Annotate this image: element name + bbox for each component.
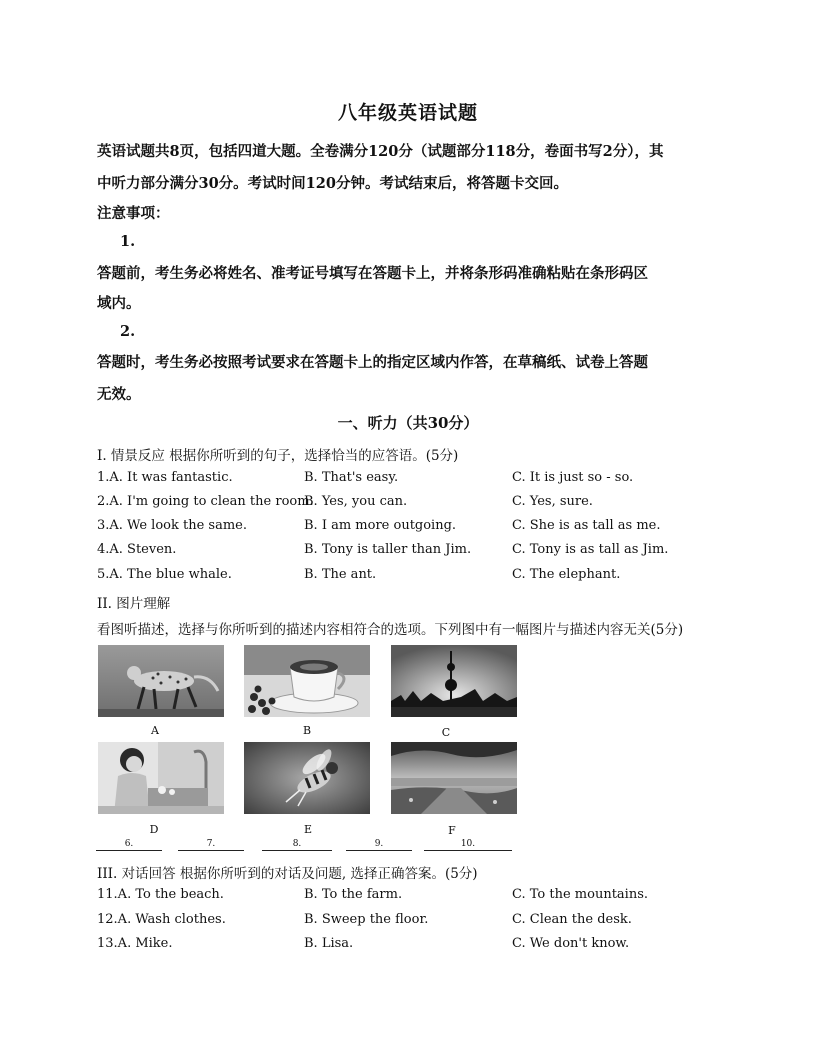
option-a: 4.A. Steven. [97,542,177,557]
option-a: 12.A. Wash clothes. [97,912,226,927]
question-row [97,494,737,514]
note-1-number: 1. [120,233,136,250]
section-title-listening: 一、听力（共30分） [337,414,479,432]
part1-instruction: I. 情景反应 根据你所听到的句子，选择恰当的应答语。(5分) [97,448,459,464]
part2-instruction: 看图听描述，选择与你所听到的描述内容相符合的选项。下列图中有一幅图片与描述内容无关(5分) [97,622,684,638]
note-1-line-1: 答题前，考生务必将姓名、准考证号填写在答题卡上，并将条形码准确粘贴在条形码区 [97,265,648,282]
option-a: 13.A. Mike. [97,936,173,951]
option-b: B. Yes, you can. [304,494,408,509]
option-b: B. Lisa. [304,936,354,951]
beach-photo [391,742,517,814]
answer-blank-7[interactable]: 7. [178,838,244,851]
option-c: C. We don't know. [512,936,630,951]
option-c: C. Clean the desk. [512,912,632,927]
note-1-line-2: 域内。 [97,295,141,312]
option-c: C. Yes, sure. [512,494,593,509]
option-c: C. The elephant. [512,567,621,582]
option-c: C. She is as tall as me. [512,518,661,533]
question-row [97,887,737,907]
cheetah-photo [98,645,224,717]
note-2-number: 2. [120,323,136,340]
girl-washing-photo [98,742,224,814]
intro-line-2: 中听力部分满分30分。考试时间120分钟。考试结束后，将答题卡交回。 [97,175,568,192]
bee-photo [244,742,370,814]
option-a: 3.A. We look the same. [97,518,248,533]
question-row [97,542,737,562]
option-c: C. It is just so - so. [512,470,634,485]
city-tower-photo [391,645,517,717]
page-title: 八年级英语试题 [337,102,478,124]
option-b: B. The ant. [304,567,377,582]
option-c: C. To the mountains. [512,887,648,902]
option-b: B. Sweep the floor. [304,912,429,927]
answer-blank-9[interactable]: 9. [346,838,412,851]
question-row [97,912,737,932]
option-b: B. That's easy. [304,470,399,485]
answer-blank-8[interactable]: 8. [262,838,332,851]
question-row [97,567,737,587]
option-a: 11.A. To the beach. [97,887,224,902]
option-b: B. I am more outgoing. [304,518,457,533]
photo-label-d: D [149,823,159,836]
part2-heading: II. 图片理解 [97,596,171,612]
question-row [97,936,737,956]
photo-label-c: C [441,726,451,739]
part3-instruction: III. 对话回答 根据你所听到的对话及问题, 选择正确答案。(5分) [97,866,478,882]
option-b: B. To the farm. [304,887,403,902]
notes-title: 注意事项： [97,205,170,222]
option-a: 2.A. I'm going to clean the room. [97,494,314,509]
answer-blank-6[interactable]: 6. [96,838,162,851]
note-2-line-1: 答题时，考生务必按照考试要求在答题卡上的指定区域内作答，在草稿纸、试卷上答题 [97,354,648,371]
option-b: B. Tony is taller than Jim. [304,542,472,557]
option-a: 1.A. It was fantastic. [97,470,233,485]
question-row [97,470,737,490]
answer-blank-10[interactable]: 10. [424,838,512,851]
question-row [97,518,737,538]
intro-line-1: 英语试题共8页，包括四道大题。全卷满分120分（试题部分118分，卷面书写2分），其 [97,143,664,160]
photo-label-b: B [302,724,312,737]
coffee-cup-photo [244,645,370,717]
option-a: 5.A. The blue whale. [97,567,232,582]
photo-label-a: A [151,724,159,737]
note-2-line-2: 无效。 [97,386,141,403]
photo-label-f: F [448,824,456,837]
photo-label-e: E [303,823,313,836]
option-c: C. Tony is as tall as Jim. [512,542,669,557]
